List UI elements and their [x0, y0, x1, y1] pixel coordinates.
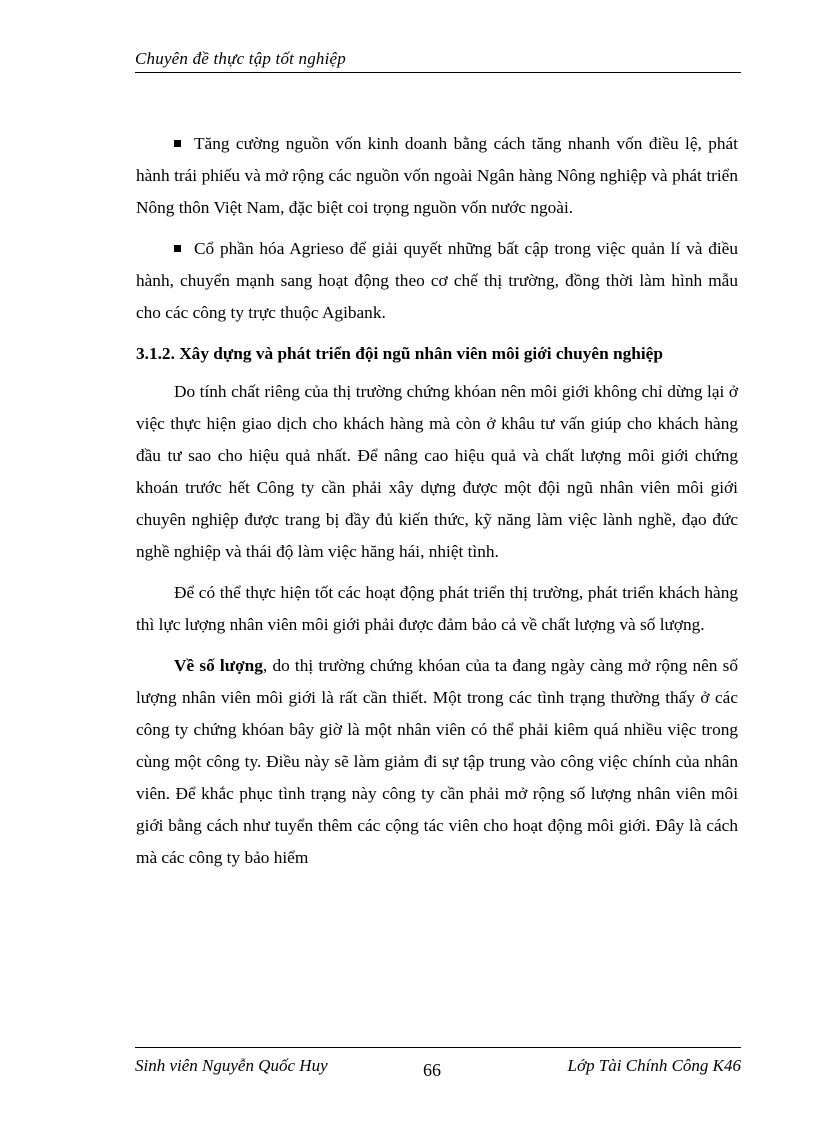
page-number: 66: [423, 1060, 441, 1080]
page-header: [135, 48, 741, 73]
square-bullet-icon: [174, 245, 181, 252]
paragraph-bold-lead: Về số lượng: [174, 656, 263, 675]
bullet-text: Cổ phần hóa Agrieso để giải quyết những bất cập trong việc quản lí và điều hành, chuyển mạnh sang hoạt động theo cơ chế thị trường, đồng thời làm hình mẫu cho các công ty trực thuộc Agibank.: [136, 239, 738, 322]
paragraph: [136, 650, 738, 874]
bullet-text: Tăng cường nguồn vốn kinh doanh bằng cách tăng nhanh vốn điều lệ, phát hành trái phiếu và mở rộng các nguồn vốn ngoài Ngân hàng Nông nghiệp và phát triển Nông thôn Việt Nam, đặc biệt coi trọng nguồn vốn nước ngoài.: [136, 134, 738, 217]
header-title: Chuyên đề thực tập tốt nghiệp: [135, 49, 347, 68]
bullet-item: [136, 128, 738, 224]
square-bullet-icon: [174, 140, 181, 147]
page-footer: [135, 1047, 741, 1088]
paragraph: Do tính chất riêng của thị trường chứng khóan nên môi giới không chỉ dừng lại ở việc thực hiện giao dịch cho khách hàng mà còn ở khâu tư vấn giúp cho khách hàng đầu tư sao cho hiệu quả nhất. Để nâng cao hiệu quả và chất lượng môi giới chứng khoán trước hết Công ty cần phải xây dựng được một đội ngũ nhân viên môi giới chuyên nghiệp được trang bị đầy đủ kiến thức, kỹ năng làm việc lành nghề, đạo đức nghề nghiệp và thái độ làm việc hăng hái, nhiệt tình.: [136, 382, 738, 561]
bullet-item: [136, 233, 738, 329]
page-content: [136, 128, 738, 883]
paragraph: Để có thể thực hiện tốt các hoạt động phát triển thị trường, phát triển khách hàng thì lực lượng nhân viên môi giới phải được đảm bảo cả về chất lượng và số lượng.: [136, 583, 738, 634]
footer-class: Lớp Tài Chính Công K46: [567, 1056, 741, 1075]
paragraph-text: , do thị trường chứng khóan của ta đang ngày càng mở rộng nên số lượng nhân viên môi giới là rất cần thiết. Một trong các tình trạng thường thấy ở các công ty chứng khóan bây giờ là một nhân viên có thể phải kiêm quá nhiều việc trong cùng một công ty. Điều này sẽ làm giảm đi sự tập trung vào công việc chính của nhân viên. Để khắc phục tình trạng này công ty cần phải mở rộng số lượng nhân viên môi giới bằng cách như tuyển thêm các cộng tác viên cho hoạt động môi giới. Đây là cách mà các công ty bảo hiểm: [136, 656, 738, 867]
section-heading: 3.1.2. Xây dựng và phát triển đội ngũ nhân viên môi giới chuyên nghiệp: [136, 344, 663, 363]
footer-student: Sinh viên Nguyễn Quốc Huy: [135, 1056, 328, 1075]
